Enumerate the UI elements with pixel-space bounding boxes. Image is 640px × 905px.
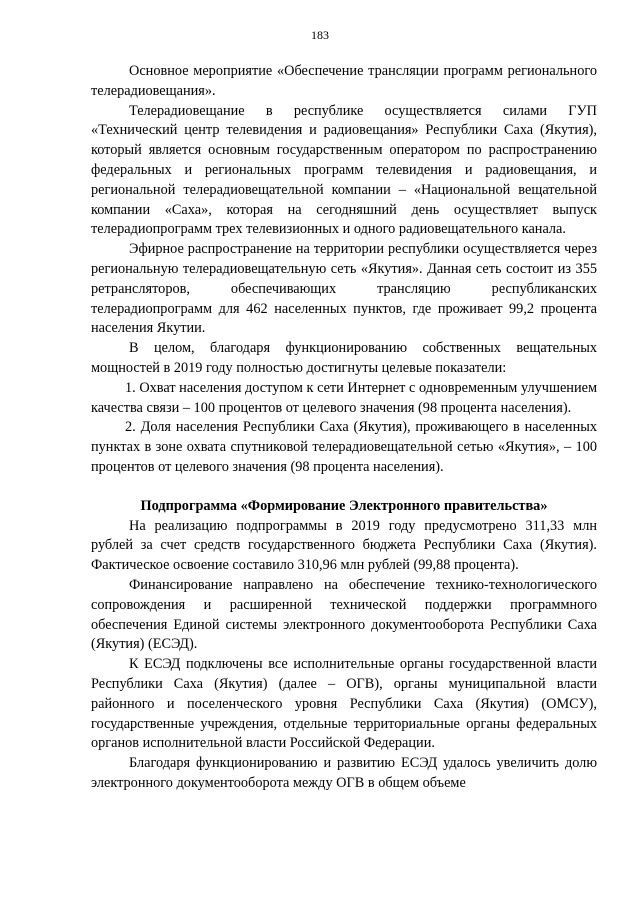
paragraph: В целом, благодаря функционированию собственных вещательных мощностей в 2019 году полностью достигнуты целевые показатели: <box>91 340 597 376</box>
document-body <box>91 62 597 794</box>
paragraph: Благодаря функционированию и развитию ЕСЭД удалось увеличить долю электронного документооборота между ОГВ в общем объеме <box>91 755 597 791</box>
paragraph: На реализацию подпрограммы в 2019 году предусмотрено 311,33 млн рублей за счет средств государственного бюджета Республики Саха (Якутия). Фактическое освоение составило 310,96 млн рублей (99,88 процента). <box>91 517 597 574</box>
page-number: 183 <box>311 28 329 42</box>
paragraph: К ЕСЭД подключены все исполнительные органы государственной власти Республики Саха (Якутия) (далее – ОГВ), органы муниципальной власти районного и поселенческого уровня Республики Саха (Якутия) (ОМСУ), государственные учреждения, отдельные территориальные органы федеральных органов исполнительной власти Российской Федерации. <box>91 656 597 752</box>
paragraph: Телерадиовещание в республике осуществляется силами ГУП «Технический центр телевидения и радиовещания» Республики Саха (Якутия), который является основным государственным оператором по распространению федеральных и региональных программ телевидения и радиовещания, и региональной телерадиовещательной компании – «Национальной вещательной компании «Саха», которая на сегодняшний день осуществляет выпуск телерадиопрограмм трех телевизионных и одного радиовещательного канала. <box>91 102 597 238</box>
list-item: 2. Доля населения Республики Саха (Якутия), проживающего в населенных пунктах в зоне охвата спутниковой телерадиовещательной сетью «Якутия», – 100 процентов от целевого значения (98 процента населения). <box>91 419 597 475</box>
list-item: 1. Охват населения доступом к сети Интернет с одновременным улучшением качества связи – 100 процентов от целевого значения (98 процента населения). <box>91 379 597 416</box>
section-heading: Подпрограмма «Формирование Электронного правительства» <box>140 497 548 514</box>
paragraph: Финансирование направлено на обеспечение технико-технологического сопровождения и расширенной технической поддержки программного обеспечения Единой системы электронного документооборота Республики Саха (Якутия) (ЕСЭД). <box>91 576 597 653</box>
paragraph: Основное мероприятие «Обеспечение трансляции программ регионального телерадиовещания». <box>91 63 597 99</box>
paragraph: Эфирное распространение на территории республики осуществляется через региональную телерадиовещательную сеть «Якутия». Данная сеть состоит из 355 ретрансляторов, обеспечивающих трансляцию республиканских телерадиопрограмм для 462 населенных пунктов, где проживает 99,2 процента населения Якутии. <box>91 241 597 337</box>
